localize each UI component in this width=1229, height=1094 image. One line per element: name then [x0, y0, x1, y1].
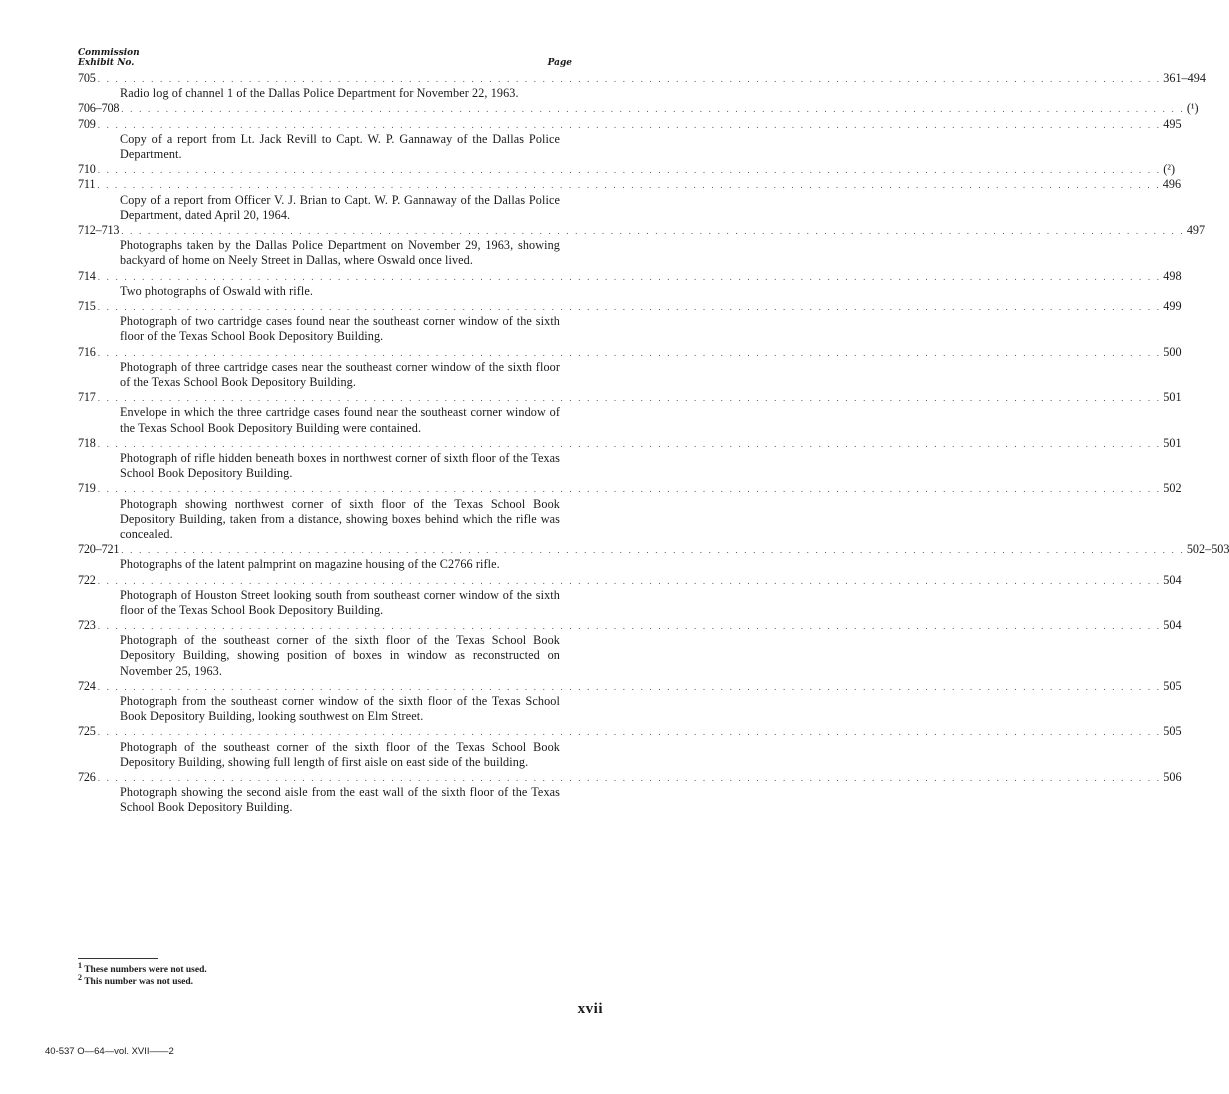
exhibit-entry	[78, 101, 1199, 116]
exhibit-number: 725	[78, 724, 96, 739]
dot-leader: . . . . . . . . . . . . . . . . . . . . . . . . . . . . . . . . . . . . . . . . . . . . . . . . . . . . . . . . . . . . . . . . . . . . . . . . . . . . . . . . . . . . . . . . . . . . . . . . . . . . . . . . . . . . . . . . . . . . . . . .	[97, 621, 1162, 632]
exhibit-entry-line	[78, 268, 1182, 284]
exhibit-description: Photograph of the southeast corner of the sixth floor of the Texas School Book Depository Building, showing position of boxes in window as reconstructed on November 25, 1963.	[120, 633, 560, 678]
exhibit-number: 719	[78, 481, 96, 496]
exhibit-description: Two photographs of Oswald with rifle.	[120, 283, 314, 298]
footnote-1-text: These numbers were not used.	[84, 965, 207, 975]
exhibit-description: Copy of a report from Officer V. J. Brian to Capt. W. P. Gannaway of the Dallas Police Department, dated April 20, 1964.	[120, 192, 560, 222]
exhibit-entry-line	[78, 390, 1182, 405]
exhibit-page-number: (¹)	[1186, 101, 1199, 116]
exhibit-description: Photograph of Houston Street looking south from southeast corner window of the sixth floor of the Texas School Book Depository Building.	[120, 587, 560, 617]
exhibit-entry	[78, 542, 1229, 572]
exhibit-page-number: 505	[1163, 678, 1182, 693]
exhibit-number: 722	[78, 572, 96, 587]
exhibit-entry-line	[78, 435, 1182, 451]
exhibit-number: 710	[78, 162, 96, 177]
dot-leader: . . . . . . . . . . . . . . . . . . . . . . . . . . . . . . . . . . . . . . . . . . . . . . . . . . . . . . . . . . . . . . . . . . . . . . . . . . . . . . . . . . . . . . . . . . . . . . . . . . . . . . . . . . . . . . . . . . . . . . . .	[97, 74, 1162, 84]
exhibit-number: 717	[78, 390, 96, 405]
exhibit-number: 716	[78, 344, 96, 359]
dot-leader: . . . . . . . . . . . . . . . . . . . . . . . . . . . . . . . . . . . . . . . . . . . . . . . . . . . . . . . . . . . . . . . . . . . . . . . . . . . . . . . . . . . . . . . . . . . . . . . . . . . . . . . . . . . . . . . . . . . . . . . .	[121, 545, 1185, 556]
exhibit-number: 711	[78, 177, 96, 192]
exhibit-entry-line	[78, 344, 1182, 360]
exhibit-entry	[78, 435, 1182, 482]
exhibit-entry-line	[78, 481, 1182, 496]
footnote-2-marker: 2	[78, 972, 82, 982]
exhibit-page-number: 504	[1163, 618, 1182, 633]
exhibit-entry-line	[78, 678, 1182, 694]
exhibit-entry	[78, 116, 1182, 163]
printer-imprint: 40-537 O—64—vol. XVII——2	[45, 1046, 174, 1057]
exhibit-entry	[78, 618, 1182, 679]
exhibit-entry-line	[78, 618, 1182, 633]
exhibit-entry	[78, 268, 1182, 299]
exhibit-description: Copy of a report from Lt. Jack Revill to Capt. W. P. Gannaway of the Dallas Police Department.	[120, 131, 560, 161]
exhibit-number: 723	[78, 618, 96, 633]
dot-leader: . . . . . . . . . . . . . . . . . . . . . . . . . . . . . . . . . . . . . . . . . . . . . . . . . . . . . . . . . . . . . . . . . . . . . . . . . . . . . . . . . . . . . . . . . . . . . . . . . . . . . . . . . . . . . . . . . . . . . . . .	[97, 393, 1162, 404]
exhibit-number: 705	[78, 71, 96, 85]
exhibit-description: Photograph showing the second aisle from the east wall of the sixth floor of the Texas School Book Depository Building.	[120, 785, 560, 815]
footnotes	[78, 960, 207, 988]
exhibit-number: 709	[78, 116, 96, 131]
exhibit-page-number: (²)	[1163, 162, 1176, 177]
exhibit-page-number: 499	[1163, 298, 1182, 313]
footnote-1	[78, 960, 207, 977]
exhibit-page-number: 497	[1186, 222, 1206, 237]
exhibit-entry	[78, 678, 1182, 725]
dot-leader: . . . . . . . . . . . . . . . . . . . . . . . . . . . . . . . . . . . . . . . . . . . . . . . . . . . . . . . . . . . . . . . . . . . . . . . . . . . . . . . . . . . . . . . . . . . . . . . . . . . . . . . . . . . . . . . . . . . . . . . .	[97, 301, 1162, 312]
exhibit-description: Photographs of the latent palmprint on magazine housing of the C2766 rifle.	[120, 557, 500, 572]
exhibit-entry	[78, 724, 1182, 770]
page-folio: xvii	[577, 1001, 603, 1017]
exhibit-description: Photograph of two cartridge cases found near the southeast corner window of the sixth floor of the Texas School Book Depository Building.	[120, 314, 560, 344]
exhibit-description: Photograph of three cartridge cases near the southeast corner window of the sixth floor of the Texas School Book Depository Building.	[120, 359, 560, 389]
exhibit-page-number: 500	[1163, 344, 1182, 359]
exhibit-entry	[78, 162, 1176, 177]
dot-leader: . . . . . . . . . . . . . . . . . . . . . . . . . . . . . . . . . . . . . . . . . . . . . . . . . . . . . . . . . . . . . . . . . . . . . . . . . . . . . . . . . . . . . . . . . . . . . . . . . . . . . . . . . . . . . . . . . . . . . . . .	[97, 119, 1162, 130]
exhibit-number: 726	[78, 770, 96, 785]
exhibit-number: 714	[78, 268, 96, 283]
column-header	[78, 48, 572, 68]
footnote-divider	[78, 958, 158, 959]
exhibit-description: Photograph of rifle hidden beneath boxes in northwest corner of sixth floor of the Texas School Book Depository Building.	[120, 450, 560, 481]
dot-leader: . . . . . . . . . . . . . . . . . . . . . . . . . . . . . . . . . . . . . . . . . . . . . . . . . . . . . . . . . . . . . . . . . . . . . . . . . . . . . . . . . . . . . . . . . . . . . . . . . . . . . . . . . . . . . . . . . . . . . . . .	[97, 180, 1161, 191]
header-exhibit-no: Exhibit No.	[78, 58, 135, 68]
exhibit-entry	[78, 71, 1206, 101]
dot-leader: . . . . . . . . . . . . . . . . . . . . . . . . . . . . . . . . . . . . . . . . . . . . . . . . . . . . . . . . . . . . . . . . . . . . . . . . . . . . . . . . . . . . . . . . . . . . . . . . . . . . . . . . . . . . . . . . . . . . . . . .	[97, 438, 1162, 449]
exhibit-number: 724	[78, 678, 96, 693]
dot-leader: . . . . . . . . . . . . . . . . . . . . . . . . . . . . . . . . . . . . . . . . . . . . . . . . . . . . . . . . . . . . . . . . . . . . . . . . . . . . . . . . . . . . . . . . . . . . . . . . . . . . . . . . . . . . . . . . . . . . . . . .	[97, 484, 1162, 495]
dot-leader: . . . . . . . . . . . . . . . . . . . . . . . . . . . . . . . . . . . . . . . . . . . . . . . . . . . . . . . . . . . . . . . . . . . . . . . . . . . . . . . . . . . . . . . . . . . . . . . . . . . . . . . . . . . . . . . . . . . . . . . .	[97, 681, 1162, 692]
exhibit-number: 720–721	[78, 542, 120, 557]
exhibit-entry	[78, 222, 1206, 269]
dot-leader: . . . . . . . . . . . . . . . . . . . . . . . . . . . . . . . . . . . . . . . . . . . . . . . . . . . . . . . . . . . . . . . . . . . . . . . . . . . . . . . . . . . . . . . . . . . . . . . . . . . . . . . . . . . . . . . . . . . . . . . .	[97, 347, 1162, 358]
footnote-2	[78, 972, 207, 989]
exhibit-number: 712–713	[78, 222, 120, 237]
exhibit-number: 706–708	[78, 101, 120, 116]
exhibit-entry-line	[78, 101, 1199, 116]
exhibit-page-number: 502	[1163, 481, 1182, 496]
exhibit-page-number: 496	[1162, 177, 1182, 192]
exhibit-entry	[78, 298, 1182, 345]
dot-leader: . . . . . . . . . . . . . . . . . . . . . . . . . . . . . . . . . . . . . . . . . . . . . . . . . . . . . . . . . . . . . . . . . . . . . . . . . . . . . . . . . . . . . . . . . . . . . . . . . . . . . . . . . . . . . . . . . . . . . . . .	[121, 104, 1185, 115]
exhibit-entry	[78, 344, 1182, 391]
exhibit-page-number: 495	[1163, 116, 1182, 131]
exhibit-description: Envelope in which the three cartridge cases found near the southeast corner window of the Texas School Book Depository Building were contained.	[120, 405, 560, 435]
exhibit-entry	[78, 572, 1182, 619]
dot-leader: . . . . . . . . . . . . . . . . . . . . . . . . . . . . . . . . . . . . . . . . . . . . . . . . . . . . . . . . . . . . . . . . . . . . . . . . . . . . . . . . . . . . . . . . . . . . . . . . . . . . . . . . . . . . . . . . . . . . . . . .	[97, 271, 1162, 282]
exhibit-entry	[78, 390, 1182, 436]
exhibit-page-number: 501	[1163, 390, 1182, 405]
exhibit-entry-line	[78, 724, 1182, 739]
exhibit-page-number: 498	[1163, 268, 1182, 283]
exhibit-entry-line	[78, 770, 1182, 785]
dot-leader: . . . . . . . . . . . . . . . . . . . . . . . . . . . . . . . . . . . . . . . . . . . . . . . . . . . . . . . . . . . . . . . . . . . . . . . . . . . . . . . . . . . . . . . . . . . . . . . . . . . . . . . . . . . . . . . . . . . . . . . .	[97, 773, 1162, 784]
exhibit-number: 715	[78, 298, 96, 313]
exhibit-entry	[78, 770, 1182, 816]
exhibit-entry-line	[78, 222, 1206, 238]
footnote-1-marker: 1	[78, 960, 82, 970]
exhibit-entry-line	[78, 177, 1182, 192]
exhibit-description: Photograph from the southeast corner window of the sixth floor of the Texas School Book Depository Building, looking southwest on Elm Street.	[120, 694, 560, 724]
exhibit-entry-line	[78, 162, 1176, 177]
header-page: Page	[547, 58, 572, 68]
exhibit-entry-line	[78, 71, 1206, 86]
exhibit-entry	[78, 481, 1182, 542]
exhibit-description: Photograph of the southeast corner of the sixth floor of the Texas School Book Depository Building, showing full length of first aisle on east side of the building.	[120, 739, 560, 769]
exhibit-entry-line	[78, 298, 1182, 314]
header-commission: Commission	[78, 48, 140, 58]
exhibit-entry-line	[78, 116, 1182, 132]
exhibit-page-number: 504	[1163, 572, 1182, 587]
exhibit-page-number: 361–494	[1163, 71, 1206, 85]
dot-leader: . . . . . . . . . . . . . . . . . . . . . . . . . . . . . . . . . . . . . . . . . . . . . . . . . . . . . . . . . . . . . . . . . . . . . . . . . . . . . . . . . . . . . . . . . . . . . . . . . . . . . . . . . . . . . . . . . . . . . . . .	[97, 575, 1162, 586]
footnote-2-text: This number was not used.	[84, 976, 194, 987]
exhibit-description: Photographs taken by the Dallas Police Department on November 29, 1963, showing backyard of home on Neely Street in Dallas, where Oswald once lived.	[120, 238, 560, 268]
dot-leader: . . . . . . . . . . . . . . . . . . . . . . . . . . . . . . . . . . . . . . . . . . . . . . . . . . . . . . . . . . . . . . . . . . . . . . . . . . . . . . . . . . . . . . . . . . . . . . . . . . . . . . . . . . . . . . . . . . . . . . . .	[97, 165, 1162, 176]
dot-leader: . . . . . . . . . . . . . . . . . . . . . . . . . . . . . . . . . . . . . . . . . . . . . . . . . . . . . . . . . . . . . . . . . . . . . . . . . . . . . . . . . . . . . . . . . . . . . . . . . . . . . . . . . . . . . . . . . . . . . . . .	[121, 225, 1185, 236]
exhibit-page-number: 505	[1163, 724, 1182, 739]
exhibit-entry	[78, 177, 1182, 223]
exhibit-list	[78, 71, 1229, 816]
exhibit-entry-line	[78, 542, 1229, 557]
exhibit-description: Photograph showing northwest corner of sixth floor of the Texas School Book Depository Building, taken from a distance, showing boxes behind which the rifle was concealed.	[120, 496, 560, 541]
exhibit-page-number: 506	[1163, 770, 1182, 785]
exhibit-number: 718	[78, 435, 96, 450]
dot-leader: . . . . . . . . . . . . . . . . . . . . . . . . . . . . . . . . . . . . . . . . . . . . . . . . . . . . . . . . . . . . . . . . . . . . . . . . . . . . . . . . . . . . . . . . . . . . . . . . . . . . . . . . . . . . . . . . . . . . . . . .	[97, 727, 1162, 738]
exhibit-page-number: 501	[1163, 435, 1182, 450]
exhibit-description: Radio log of channel 1 of the Dallas Police Department for November 22, 1963.	[120, 86, 519, 101]
exhibit-entry-line	[78, 572, 1182, 588]
exhibit-page-number: 502–503	[1186, 542, 1229, 557]
